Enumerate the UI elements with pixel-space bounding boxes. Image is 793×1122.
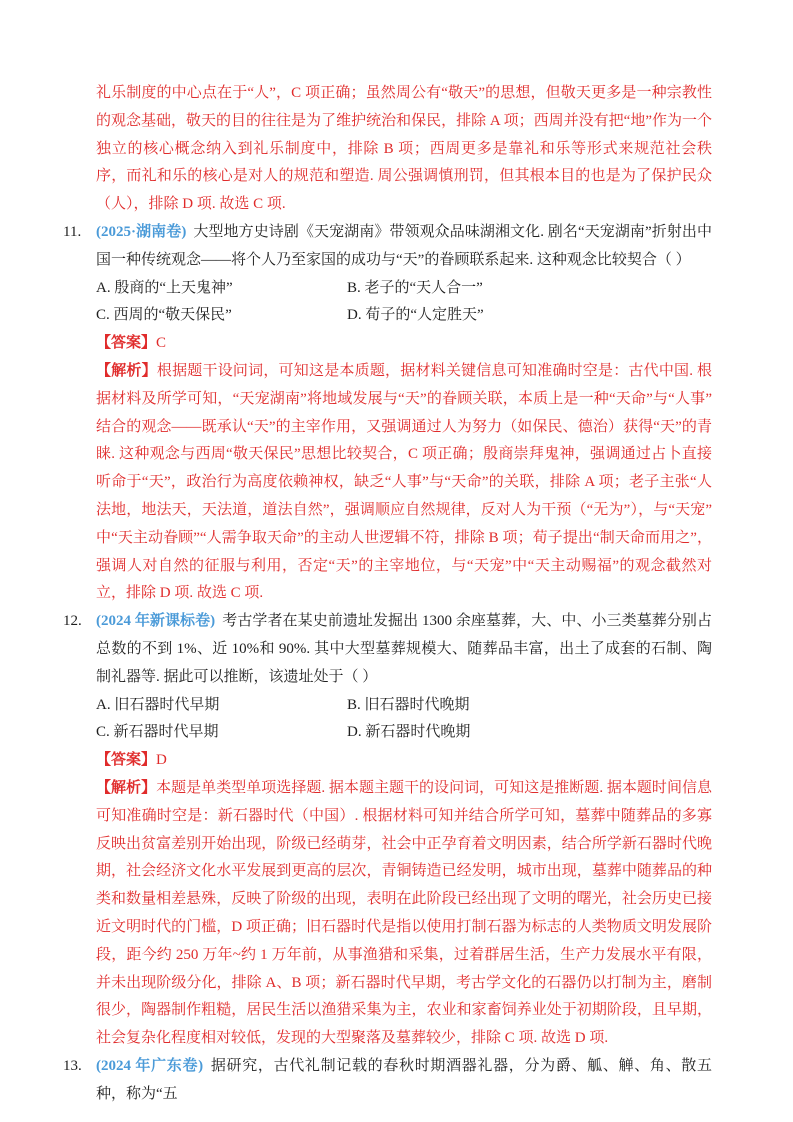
answer-label: 【答案】 [96, 335, 157, 352]
option-d: D. 荀子的“人定胜天” [347, 307, 484, 324]
question-11-options [96, 275, 712, 331]
question-11 [63, 219, 712, 608]
question-source-tag: (2025·湖南卷) [96, 223, 187, 240]
question-11-answer-line [96, 330, 712, 358]
option-c: C. 西周的“敬天保民” [96, 307, 232, 324]
analysis-text: 根据题干设问词，可知这是本质题，据材料关键信息可知准确时空是：古代中国. 根据材料及所学可知，“天宠湖南”将地域发展与“天”的眷顾关联，本质上是一种“天命”与“人事”结合的观念——既承认“天”的主宰作用，又强调通过人为努力（如保民、德治）获得“天”的青睐. 这种观念与西周“敬天保民”思想比较契合，C 项正确；殷商崇拜鬼神，强调通过占卜直接听命于“天”，政治行为高度依赖神权，缺乏“人事”与“天命”的关联，排除 A 项；老子主张“人法地，地法天，天法道，道法自然”，强调顺应自然规律，反对人为干预（“无为”），与“天宠”中“天主动眷顾”“人需争取天命”的主动人世逻辑不符，排除 B 项；荀子提出“制天命而用之”，强调人对自然的征服与利用，否定“天”的主宰地位，与“天宠”中“天主动赐福”的观念截然对立，排除 D 项. 故选 C 项. [96, 362, 712, 602]
carryover-analysis-text: 礼乐制度的中心点在于“人”，C 项正确；虽然周公有“敬天”的思想，但敬天更多是一种宗教性的观念基础，敬天的目的往往是为了维护统治和保民，排除 A 项；西周并没有把“地”作为一个独立的核心概念纳入到礼乐制度中，排除 B 项；西周更多是靠礼和乐等形式来规范社会秩序，而礼和乐的核心是对人的规范和塑造. 周公强调慎刑罚，但其根本目的也是为了保护民众（人），排除 D 项. 故选 C 项. [96, 85, 712, 213]
question-12 [63, 608, 712, 1053]
question-12-stem [63, 608, 712, 691]
question-stem-text: 据研究，古代礼制记载的春秋时期酒器礼器，分为爵、觚、觯、角、散五种，称为“五 [96, 1057, 712, 1102]
question-number: 11. [63, 223, 82, 240]
answer-value: D [156, 752, 167, 769]
question-12-options [96, 692, 712, 748]
answer-value: C [156, 335, 167, 352]
question-number: 13. [63, 1057, 82, 1074]
question-13-stem [63, 1053, 712, 1109]
question-stem-text: 大型地方史诗剧《天宠湖南》带领观众品味湖湘文化. 剧名“天宠湖南”折射出中国一种传统观念——将个人乃至家国的成功与“天”的眷顾联系起来. 这种观念比较契合（ ） [96, 223, 712, 268]
option-c: C. 新石器时代早期 [96, 724, 219, 741]
question-12-answer-line [96, 747, 712, 775]
question-source-tag: (2024 年广东卷) [96, 1057, 204, 1074]
option-a: A. 殷商的“上天鬼神” [96, 279, 233, 296]
option-b: B. 旧石器时代晚期 [347, 696, 470, 713]
analysis-label: 【解析】 [96, 779, 157, 796]
question-11-stem [63, 219, 712, 275]
analysis-text: 本题是单类型单项选择题. 据本题主题干的设问词，可知这是推断题. 据本题时间信息可知准确时空是：新石器时代（中国）. 根据材料可知并结合所学可知，墓葬中随葬品的多寡反映出贫富差别开始出现，阶级已经萌芽，社会中正孕育着文明因素，结合所学新石器时代晚期，社会经济文化水平发展到更高的层次，青铜铸造已经发明，城市出现，墓葬中随葬品的种类和数量相差悬殊，反映了阶级的出现，表明在此阶段已经出现了文明的曙光，社会历史已接近文明时代的门槛，D 项正确；旧石器时代是指以使用打制石器为标志的人类物质文明发展阶段，距今约 250 万年~约 1 万年前，从事渔猎和采集，过着群居生活，生产力发展水平有限，并未出现阶级分化，排除 A、B 项；新石器时代早期，考古学文化的石器仍以打制为主，磨制很少，陶器制作粗糙，居民生活以渔猎采集为主，农业和家畜饲养业处于初期阶段，且早期，社会复杂化程度相对较低，发现的大型聚落及墓葬较少，排除 C 项. 故选 D 项. [96, 779, 712, 1047]
question-11-analysis [96, 358, 712, 608]
option-a: A. 旧石器时代早期 [96, 696, 220, 713]
answer-label: 【答案】 [96, 752, 157, 769]
question-stem-text: 考古学者在某史前遗址发掘出 1300 余座墓葬，大、中、小三类墓葬分别占总数的不到 1%、近 10%和 90%. 其中大型墓葬规模大、随葬品丰富，出土了成套的石制、陶制礼器等. 据此可以推断，该遗址处于（ ） [96, 613, 712, 685]
question-source-tag: (2024 年新课标卷) [96, 613, 216, 630]
question-13 [63, 1053, 712, 1109]
option-b: B. 老子的“天人合一” [347, 279, 483, 296]
page-content [63, 80, 712, 1108]
question-12-analysis [96, 775, 712, 1053]
option-d: D. 新石器时代晚期 [347, 724, 471, 741]
analysis-label: 【解析】 [96, 362, 157, 379]
question-number: 12. [63, 613, 82, 630]
